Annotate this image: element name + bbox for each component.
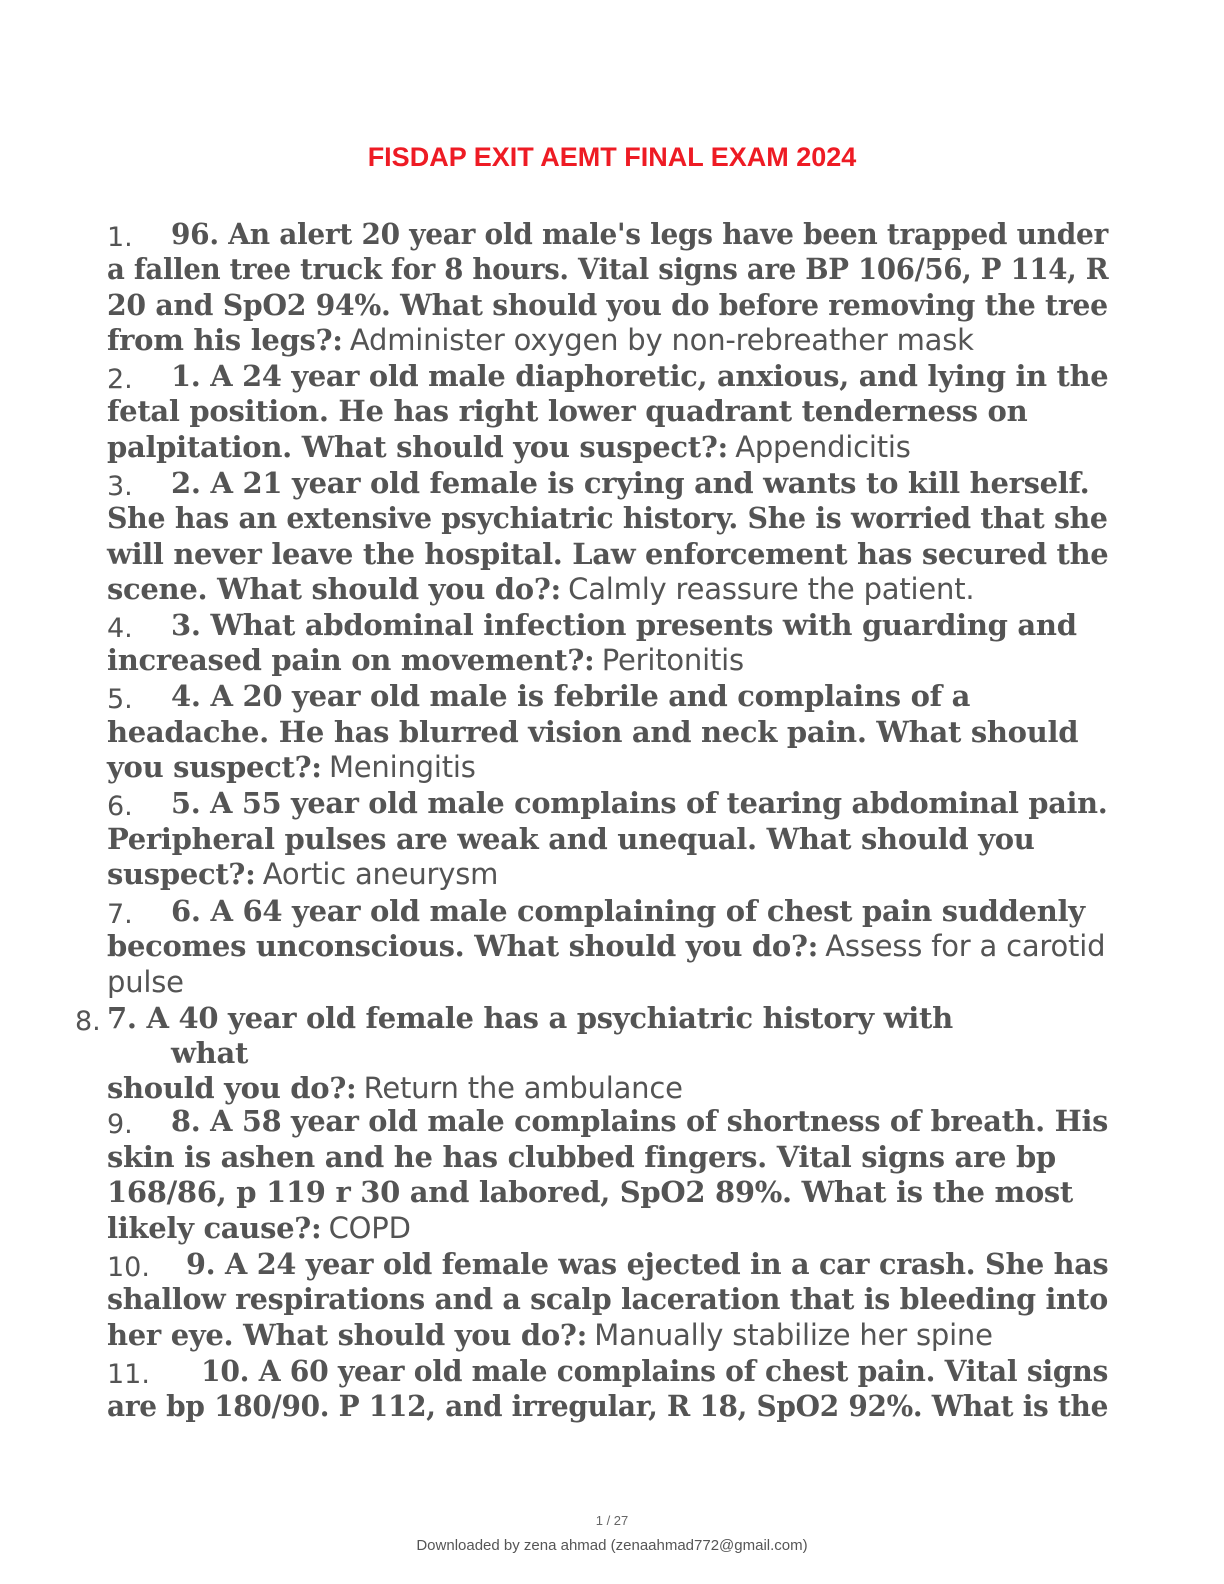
question-text: 5. A 55 year old male complains of tearing abdominal pain. <box>171 786 1108 820</box>
question-text: 7. A 40 year old female has a psychiatric history with <box>107 1001 953 1035</box>
question-text: 20 and SpO2 94%. What should you do before removing the tree <box>107 288 1108 322</box>
question-text: from his legs?: <box>107 323 343 357</box>
question-text: 1. A 24 year old male diaphoretic, anxious, and lying in the <box>171 359 1109 393</box>
item-number: 7. <box>107 899 133 930</box>
page-number: 1 / 27 <box>595 1513 629 1528</box>
answer-text: Peritonitis <box>601 643 744 677</box>
question-text: likely cause?: <box>107 1211 322 1245</box>
question-text: becomes unconscious. What should you do?: <box>107 929 819 963</box>
answer-text: COPD <box>328 1211 411 1245</box>
download-notice: Downloaded by zena ahmad (zenaahmad772@gmail.com) <box>416 1537 808 1554</box>
question-text: a fallen tree truck for 8 hours. Vital signs are BP 106/56, P 114, R <box>107 252 1109 286</box>
question-text: She has an extensive psychiatric history. She is worried that she <box>107 501 1108 535</box>
question-text: what <box>171 1036 249 1070</box>
question-text: 6. A 64 year old male complaining of chest pain suddenly <box>171 894 1085 928</box>
item-number: 2. <box>107 364 133 395</box>
item-number: 9. <box>107 1109 133 1140</box>
item-number: 4. <box>107 613 133 644</box>
question-text: 9. A 24 year old female was ejected in a car crash. She has <box>186 1247 1109 1281</box>
answer-text: Meningitis <box>328 750 476 784</box>
answer-text: Manually stabilize her spine <box>594 1318 993 1352</box>
item-number: 10. <box>107 1252 150 1283</box>
question-text: you suspect?: <box>107 750 322 784</box>
question-text: her eye. What should you do?: <box>107 1318 588 1352</box>
question-text: 96. An alert 20 year old male's legs have been trapped under <box>171 217 1108 251</box>
answer-text: pulse <box>107 965 184 999</box>
item-number: 3. <box>107 471 133 502</box>
item-number: 5. <box>107 684 133 715</box>
question-text: are bp 180/90. P 112, and irregular, R 18, SpO2 92%. What is the <box>107 1389 1109 1423</box>
item-number: 1. <box>107 222 133 253</box>
question-text: 3. What abdominal infection presents with guarding and <box>171 608 1077 642</box>
question-text: 4. A 20 year old male is febrile and complains of a <box>171 679 971 713</box>
question-text: Peripheral pulses are weak and unequal. What should you <box>107 822 1035 856</box>
item-number: 6. <box>107 791 133 822</box>
question-text: 2. A 21 year old female is crying and wants to kill herself. <box>171 466 1090 500</box>
answer-text: Aortic aneurysm <box>262 857 499 891</box>
question-text: headache. He has blurred vision and neck pain. What should <box>107 715 1079 749</box>
question-text: shallow respirations and a scalp laceration that is bleeding into <box>107 1282 1109 1316</box>
answer-text: Return the ambulance <box>363 1071 683 1105</box>
question-text: skin is ashen and he has clubbed fingers. Vital signs are bp <box>107 1140 1056 1174</box>
answer-text: Assess for a carotid <box>825 929 1106 963</box>
question-text: should you do?: <box>107 1071 357 1105</box>
answer-text: Appendicitis <box>735 430 911 464</box>
question-text: will never leave the hospital. Law enforcement has secured the <box>107 537 1109 571</box>
question-text: 10. A 60 year old male complains of chest pain. Vital signs <box>201 1354 1109 1388</box>
item-number: 11. <box>107 1359 150 1390</box>
item-number: 8. <box>75 1006 101 1037</box>
question-text: fetal position. He has right lower quadrant tenderness on <box>107 394 1028 428</box>
document-title: FISDAP EXIT AEMT FINAL EXAM 2024 <box>367 142 857 172</box>
question-text: 168/86, p 119 r 30 and labored, SpO2 89%. What is the most <box>107 1175 1073 1209</box>
question-text: suspect?: <box>107 857 256 891</box>
question-text: palpitation. What should you suspect?: <box>107 430 728 464</box>
answer-text: Calmly reassure the patient. <box>568 572 975 606</box>
answer-text: Administer oxygen by non-rebreather mask <box>349 323 974 357</box>
question-text: 8. A 58 year old male complains of shortness of breath. His <box>171 1104 1108 1138</box>
question-text: increased pain on movement?: <box>107 643 595 677</box>
question-text: scene. What should you do?: <box>107 572 561 606</box>
